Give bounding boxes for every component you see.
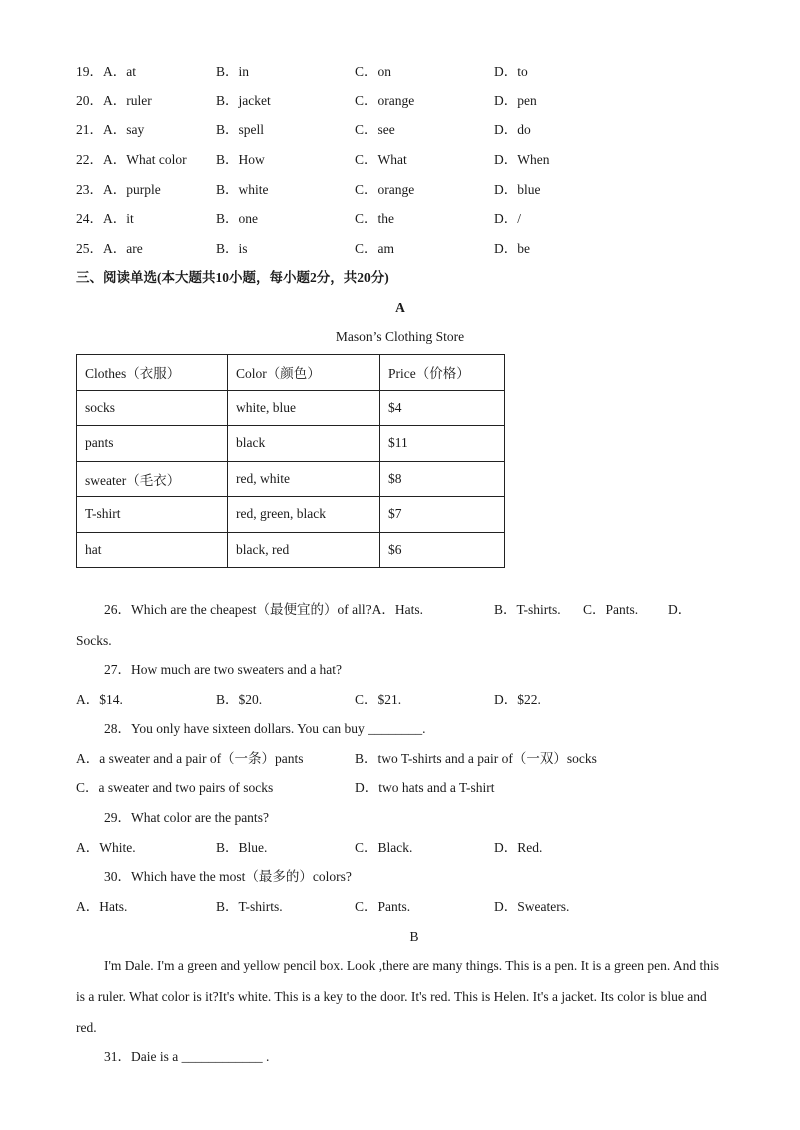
q24-number: 24．: [76, 211, 103, 226]
q21-option-b: B．spell: [216, 122, 265, 137]
q24-option-a: [76, 209, 134, 229]
q29-option-a: A．White.: [76, 840, 136, 855]
q26-option-c: C．Pants.: [583, 602, 639, 617]
cell-price: $4: [380, 390, 505, 426]
q21-option-a: [76, 120, 144, 140]
q30-option-a: A．Hats.: [76, 899, 128, 914]
q22-option-b: B．How: [216, 152, 265, 167]
q30-option-c: C．Pants.: [355, 899, 411, 914]
q20-option-d: D．pen: [494, 93, 537, 108]
q24-option-d: D．/: [494, 211, 521, 226]
q22-option-d: D．When: [494, 152, 550, 167]
q31-stem: 31．Daie is a ____________ .: [104, 1049, 270, 1064]
question-26: [76, 600, 726, 620]
q27-stem: 27．How much are two sweaters and a hat?: [104, 662, 343, 677]
q21-option-c: C．see: [355, 122, 395, 137]
q23-number: 23．: [76, 182, 103, 197]
q20-option-c: C．orange: [355, 93, 415, 108]
cell-clothes: hat: [77, 532, 228, 568]
passage-b-label: B: [409, 929, 419, 944]
q23-option-b: B．white: [216, 182, 269, 197]
q23-option-d: D．blue: [494, 182, 541, 197]
table-header-row: [77, 355, 505, 391]
q22-option-c: C．What: [355, 152, 407, 167]
q25-option-d: D．be: [494, 241, 530, 256]
q22-option-a: [76, 150, 187, 170]
q21-number: 21．: [76, 122, 103, 137]
q19-a-text: A．at: [103, 64, 136, 79]
store-title: Mason’s Clothing Store: [335, 329, 465, 344]
cell-price: $8: [380, 461, 505, 497]
q26-option-b: B．T-shirts.: [494, 602, 561, 617]
q19-option-a: [76, 62, 136, 82]
q30-option-b: B．T-shirts.: [216, 899, 283, 914]
q27-option-c: C．$21.: [355, 692, 402, 707]
q21-a-text: A．say: [103, 122, 145, 137]
q29-option-c: C．Black.: [355, 840, 413, 855]
cell-color: black, red: [228, 532, 380, 568]
q21-option-d: D．do: [494, 122, 531, 137]
q25-option-a: [76, 239, 143, 259]
table-row: [77, 532, 505, 568]
header-color: Color（颜色）: [228, 355, 380, 391]
q29-option-b: B．Blue.: [216, 840, 268, 855]
q19-option-d: D．to: [494, 64, 528, 79]
q19-number: 19．: [76, 64, 103, 79]
cell-color: white, blue: [228, 390, 380, 426]
passage-b-text: I'm Dale. I'm a green and yellow pencil box. Look ,there are many things. This is a pen. It is a green pen. And this is a ruler. What color is it?It's white. This is a key to the door. It's red. This is Helen. It's a jacket. Its color is blue and red.: [76, 958, 719, 1035]
q30-stem: 30．Which have the most（最多的）colors?: [104, 869, 352, 884]
q23-option-c: C．orange: [355, 182, 415, 197]
q25-number: 25．: [76, 241, 103, 256]
q27-option-b: B．$20.: [216, 692, 263, 707]
q27-option-d: D．$22.: [494, 692, 541, 707]
cell-clothes: socks: [77, 390, 228, 426]
cell-price: $7: [380, 497, 505, 533]
cell-price: $11: [380, 426, 505, 462]
q20-a-text: A．ruler: [103, 93, 152, 108]
q20-option-a: [76, 91, 152, 111]
q25-option-c: C．am: [355, 241, 394, 256]
q19-option-b: B．in: [216, 64, 250, 79]
q22-a-text: A．What color: [103, 152, 187, 167]
q20-option-b: B．jacket: [216, 93, 271, 108]
q24-option-c: C．the: [355, 211, 394, 226]
q28-option-d: D．two hats and a T-shirt: [355, 780, 495, 795]
q28-option-b: B．two T-shirts and a pair of（一双）socks: [355, 751, 597, 766]
table-row: [77, 461, 505, 497]
cell-clothes: sweater（毛衣）: [77, 461, 228, 497]
q22-number: 22．: [76, 152, 103, 167]
header-clothes: Clothes（衣服）: [77, 355, 228, 391]
q23-option-a: [76, 180, 161, 200]
passage-a-label: A: [395, 300, 405, 315]
section-title: 三、阅读单选(本大题共10小题，每小题2分，共20分): [76, 270, 389, 285]
q27-option-a: A．$14.: [76, 692, 123, 707]
q28-option-a: A．a sweater and a pair of（一条）pants: [76, 751, 304, 766]
q23-a-text: A．purple: [103, 182, 161, 197]
q30-option-d: D．Sweaters.: [494, 899, 570, 914]
q28-stem: 28．You only have sixteen dollars. You can buy ________.: [104, 721, 426, 736]
cell-color: red, white: [228, 461, 380, 497]
q29-option-d: D．Red.: [494, 840, 543, 855]
cell-color: red, green, black: [228, 497, 380, 533]
table-row: [77, 497, 505, 533]
cell-price: $6: [380, 532, 505, 568]
header-price: Price（价格）: [380, 355, 505, 391]
q26-option-d-text: Socks.: [76, 633, 112, 648]
table-row: [77, 426, 505, 462]
table-row: [77, 390, 505, 426]
clothing-store-table: [76, 354, 505, 568]
q25-option-b: B．is: [216, 241, 248, 256]
cell-color: black: [228, 426, 380, 462]
cell-clothes: T-shirt: [77, 497, 228, 533]
q24-option-b: B．one: [216, 211, 258, 226]
q20-number: 20．: [76, 93, 103, 108]
q26-option-d: D．: [668, 602, 692, 617]
q24-a-text: A．it: [103, 211, 134, 226]
cell-clothes: pants: [77, 426, 228, 462]
q19-option-c: C．on: [355, 64, 392, 79]
q25-a-text: A．are: [103, 241, 143, 256]
q28-option-c: C．a sweater and two pairs of socks: [76, 780, 274, 795]
q29-stem: 29．What color are the pants?: [104, 810, 269, 825]
q26-stem: 26．Which are the cheapest（最便宜的）of all?A．Hats.: [104, 602, 424, 617]
